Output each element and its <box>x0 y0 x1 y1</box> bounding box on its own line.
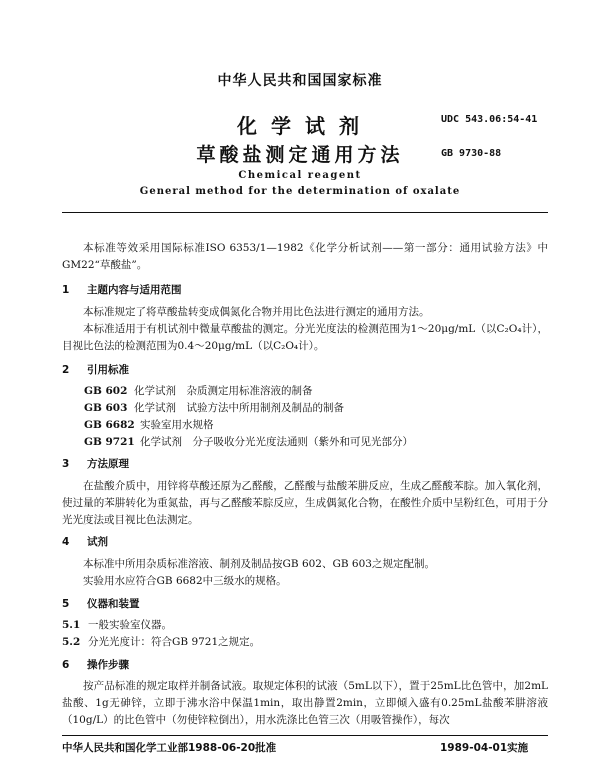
section-5-heading <box>62 596 140 611</box>
reference-item <box>84 400 344 415</box>
section-6-para-1: 按产品标准的规定取样并制备试液。取规定体积的试液（5mL以下），置于25mL比色管中，加2mL盐酸、1g无砷锌，立即于沸水浴中保温1min，取出静置2min，立即倾入盛有0.25mL盐酸苯肼溶液（10g/L）的比色管中（勿使锌粒倒出），用水洗涤比色管三次（用吸管操作），每次 <box>62 680 548 726</box>
reference-code: GB 603 <box>84 402 128 414</box>
implementation-date: 1989-04-01实施 <box>440 742 529 754</box>
reference-code: GB 602 <box>84 385 128 397</box>
section-title: 仪器和装置 <box>87 598 140 610</box>
section-4-para-2: 实验用水应符合GB 6682中三级水的规格。 <box>83 575 287 587</box>
reference-item <box>84 383 313 398</box>
subsection-text: 一般实验室仪器。 <box>88 619 172 631</box>
section-number: 2 <box>62 364 70 376</box>
section-title: 试剂 <box>87 536 108 548</box>
approval-date: 中华人民共和国化学工业部1988-06-20批准 <box>62 742 277 754</box>
section-1-para-1: 本标准规定了将草酸盐转变成偶氮化合物并用比色法进行测定的通用方法。 <box>83 306 430 318</box>
reference-code: GB 9721 <box>84 436 135 448</box>
section-4-para-1: 本标准中所用杂质标准溶液、制剂及制品按GB 602、GB 603之规定配制。 <box>83 558 435 570</box>
subsection-number: 5.1 <box>62 619 81 631</box>
header-divider <box>62 212 548 213</box>
standard-number: GB 9730-88 <box>441 148 502 159</box>
section-title: 方法原理 <box>87 458 129 470</box>
section-2-heading <box>62 362 129 377</box>
section-6-heading <box>62 657 129 672</box>
reference-item <box>84 434 413 449</box>
subsection-item <box>62 634 260 649</box>
intro-paragraph: 本标准等效采用国际标准ISO 6353/1—1982《化学分析试剂——第一部分：通用试验方法》中GM22“草酸盐”。 <box>62 242 548 271</box>
subsection-number: 5.2 <box>62 636 81 648</box>
subsection-text: 分光光度计：符合GB 9721之规定。 <box>88 636 261 648</box>
english-title-1: Chemical reagent <box>238 170 362 181</box>
section-3-heading <box>62 456 129 471</box>
section-number: 6 <box>62 659 70 671</box>
section-number: 5 <box>62 598 70 610</box>
section-number: 4 <box>62 536 70 548</box>
section-number: 3 <box>62 458 70 470</box>
section-3-para-1: 在盐酸介质中，用锌将草酸还原为乙醛酸，乙醛酸与盐酸苯肼反应，生成乙醛酸苯腙。加入氧化剂，使过量的苯肼转化为重氮盐，再与乙醛酸苯腙反应，生成偶氮化合物，在酸性介质中呈粉红色，可用于分光光度法或目视比色法测定。 <box>62 480 548 526</box>
section-number: 1 <box>62 284 70 296</box>
reference-text: 化学试剂 分子吸收分光光度法通则（紫外和可见光部分） <box>140 436 413 448</box>
reference-text: 化学试剂 试验方法中所用制剂及制品的制备 <box>134 402 344 414</box>
reference-code: GB 6682 <box>84 419 135 431</box>
section-1-para-2: 本标准适用于有机试剂中微量草酸盐的测定。分光光度法的检测范围为1～20μg/mL（以C₂O₄计），目视比色法的检测范围为0.4～20μg/mL（以C₂O₄计）。 <box>62 323 548 352</box>
section-4-heading <box>62 534 108 549</box>
subsection-item <box>62 617 172 632</box>
issuer-title: 中华人民共和国国家标准 <box>217 73 383 89</box>
reference-text: 实验室用水规格 <box>140 419 214 431</box>
reference-text: 化学试剂 杂质测定用标准溶液的制备 <box>134 385 313 397</box>
footer-divider <box>62 735 548 736</box>
section-title: 操作步骤 <box>87 659 129 671</box>
document-subtitle: 草酸盐测定通用方法 <box>196 144 404 166</box>
document-title: 化学试剂 <box>237 114 373 138</box>
section-1-heading <box>62 282 182 297</box>
section-title: 主题内容与适用范围 <box>87 284 182 296</box>
section-title: 引用标准 <box>87 364 129 376</box>
udc-number: UDC 543.06:54-41 <box>441 114 538 125</box>
reference-item <box>84 417 214 432</box>
english-title-2: General method for the determination of oxalate <box>139 186 461 197</box>
